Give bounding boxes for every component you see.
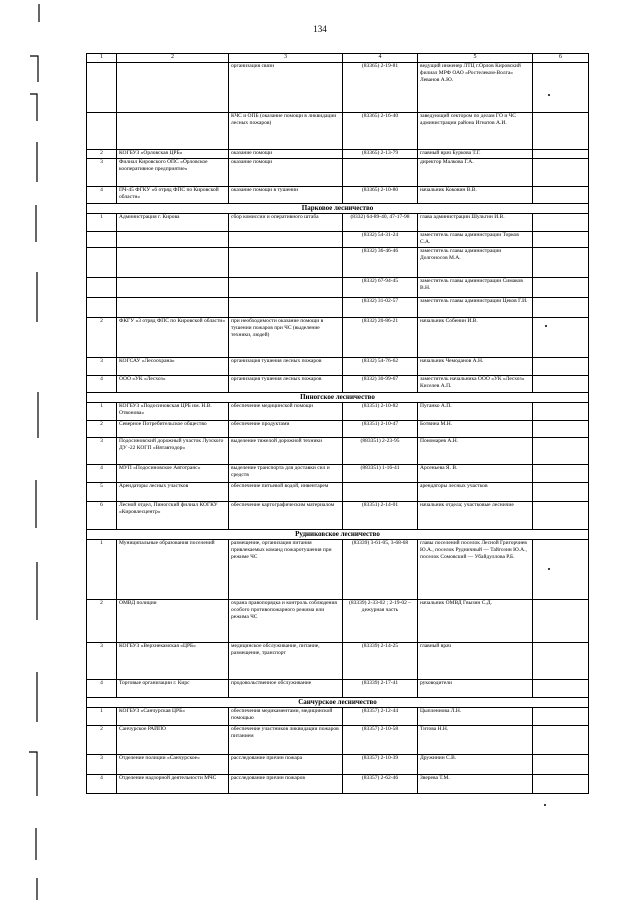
contact-person-cell: Дружинин С.В. [418,755,533,775]
organization-cell: Муниципальные образования поселений [117,540,229,600]
table-row [87,643,589,680]
table-row [87,214,589,232]
note-cell [533,63,589,113]
contact-person-cell: Пуганко А.П. [418,403,533,421]
row-number-cell: 3 [87,643,117,680]
column-number: 6 [533,54,589,63]
phone-cell: (83339) 2-14-25 [343,643,418,680]
organization-cell [117,248,229,278]
row-number-cell: 6 [87,502,117,530]
table-row [87,113,589,150]
phone-cell: (83365) 2-10-80 [343,187,418,204]
table-row [87,421,589,438]
row-number-cell [87,298,117,318]
organization-cell: КОГБУЗ «Орловская ЦРБ» [117,150,229,159]
phone-cell: (83357) 2-62-46 [343,775,418,794]
row-number-cell: 2 [87,726,117,755]
function-cell: обеспечение продуктами [229,421,343,438]
column-number: 4 [343,54,418,63]
contact-person-cell: начальник Чемоданов А.Н. [418,358,533,376]
organization-cell [117,298,229,318]
phone-cell: (8332) 64-89-40, 47-17-98 [343,214,418,232]
function-cell [229,248,343,278]
organization-cell: Северное Потребительское общество [117,421,229,438]
table-row [87,232,589,248]
note-cell [533,465,589,483]
organization-cell [117,113,229,150]
phone-cell [343,483,418,502]
row-number-cell [87,232,117,248]
row-number-cell: 3 [87,438,117,465]
contact-person-cell: глава администрации Шульгин И.В. [418,214,533,232]
phone-cell: (8332) 54-31-24 [343,232,418,248]
note-cell [533,502,589,530]
margin-binding-marks [0,0,60,905]
contact-person-cell: главный врач [418,643,533,680]
phone-cell: (8332) 20-86-21 [343,318,418,358]
table-row [87,376,589,393]
organization-cell: КОГБУЗ «Подосиновская ЦРБ им. Н.В. Отвонова» [117,403,229,421]
row-number-cell [87,278,117,298]
scan-dot [545,325,547,327]
function-cell: размещение, организация питания привлекаемых команд пожаротушения при режиме ЧС [229,540,343,600]
contact-person-cell: начальник Собенин И.В. [418,318,533,358]
function-cell: сбор комиссии и оперативного штаба [229,214,343,232]
table-row [87,298,589,318]
contact-person-cell: начальник отдела; участковые лесничие [418,502,533,530]
organization-cell: Торговые организации г. Кирс [117,680,229,698]
table-row [87,278,589,298]
organization-cell [117,232,229,248]
section-header-row [87,698,589,708]
contact-person-cell: руководители [418,680,533,698]
contact-person-cell: Ботвина М.Н. [418,421,533,438]
organization-cell: Подосиновский дорожный участок Лузского ДУ -22 КОГП «Вятавтодор» [117,438,229,465]
row-number-cell [87,248,117,278]
scan-dot [548,94,550,96]
phone-cell: (83357) 2-10-39 [343,755,418,775]
contact-person-cell: главный врач Буркова Т.Г. [418,150,533,159]
column-number: 1 [87,54,117,63]
organization-cell: Арендаторы лесных участков [117,483,229,502]
row-number-cell: 3 [87,159,117,187]
table-row [87,465,589,483]
section-header-row [87,204,589,214]
function-cell: обеспечение питьевой водой, инвентарем [229,483,343,502]
phone-cell: (8332) 54-76-62 [343,358,418,376]
contact-person-cell: заместитель главы администрации Симаков В.Н. [418,278,533,298]
organization-cell: ООО «УК «Лесхоз» [117,376,229,393]
row-number-cell: 4 [87,680,117,698]
note-cell [533,232,589,248]
row-number-cell: 2 [87,318,117,358]
note-cell [533,708,589,726]
organization-cell: КОГБУЗ «Верхнекамская «ЦРБ» [117,643,229,680]
organization-cell: ФКГУ «3 отряд ФПС по Кировской области» [117,318,229,358]
organization-cell [117,278,229,298]
organization-cell: Лесной отдел, Пиногский филиал КОГКУ «Кировлесцентр» [117,502,229,530]
table-row [87,159,589,187]
note-cell [533,726,589,755]
row-number-cell: 4 [87,376,117,393]
table-row [87,708,589,726]
note-cell [533,113,589,150]
function-cell: КЧС и ОПБ (оказание помощи в ликвидации лесных пожаров) [229,113,343,150]
row-number-cell: 2 [87,421,117,438]
note-cell [533,755,589,775]
function-cell: выделение тяжелой дорожной техники [229,438,343,465]
note-cell [533,358,589,376]
phone-cell: (83365) 2-19-81 [343,63,418,113]
table-row [87,358,589,376]
organization-cell: КОГБУЗ «Санчурская ЦРБ» [117,708,229,726]
contact-person-cell: Цыплениова Л.Н. [418,708,533,726]
function-cell [229,232,343,248]
table-row [87,726,589,755]
phone-cell: (883351) 1-16-41 [343,465,418,483]
function-cell [229,278,343,298]
row-number-cell: 1 [87,403,117,421]
contact-person-cell: главы поселений поселок Лесной Григорчиев Ю.А., поселок Рудничный — Тайгозин Ю.А., поселок Сомовский — Убайдуллова Р.Б. [418,540,533,600]
function-cell: обеспечение медицинской помощи [229,403,343,421]
contact-person-cell: начальник Коковин В.В. [418,187,533,204]
column-number: 5 [418,54,533,63]
note-cell [533,187,589,204]
function-cell: обеспечения медикаментами, медицинской помощью [229,708,343,726]
table-row [87,600,589,643]
function-cell: оказание помощи [229,150,343,159]
organization-cell: Отделение полиции «Санчурское» [117,755,229,775]
scan-dot [544,804,546,806]
function-cell: обеспечение картографическим материалом [229,502,343,530]
note-cell [533,214,589,232]
phone-cell: (83351) 2-10-47 [343,421,418,438]
table-row [87,248,589,278]
contacts-table [86,53,589,794]
organization-cell: Администрация г. Кирова [117,214,229,232]
table-row [87,483,589,502]
column-number: 2 [117,54,229,63]
phone-cell [343,159,418,187]
contact-person-cell: Пономарев А.Н. [418,438,533,465]
phone-cell: (83339) 2-33-02 ; 2-19-02 –дежурная часть [343,600,418,643]
row-number-cell: 4 [87,465,117,483]
note-cell [533,421,589,438]
column-number: 3 [229,54,343,63]
function-cell: расследование причин пожара [229,755,343,775]
phone-cell: (83365) 2-16-40 [343,113,418,150]
phone-cell: (83365) 2-13-79 [343,150,418,159]
row-number-cell: 2 [87,150,117,159]
row-number-cell [87,63,117,113]
phone-cell: (8332) 30-99-67 [343,376,418,393]
table-row [87,438,589,465]
section-title: Санчурское лесничество [87,698,589,708]
note-cell [533,680,589,698]
phone-cell: (8332) 36-46-46 [343,248,418,278]
section-title: Пиногское лесничество [87,393,589,403]
table-row [87,755,589,775]
note-cell [533,438,589,465]
section-header-row [87,530,589,540]
function-cell: организация тушения лесных пожаров [229,358,343,376]
note-cell [533,403,589,421]
organization-cell: ОМВД полиции [117,600,229,643]
section-title: Парковое лесничество [87,204,589,214]
section-header-row [87,393,589,403]
contact-person-cell: Зверева Т.М. [418,775,533,794]
phone-cell: (83339) 2-17-41 [343,680,418,698]
function-cell: расследование причин пожаров [229,775,343,794]
column-number-row [87,54,589,63]
note-cell [533,298,589,318]
function-cell: охрана правопорядка и контроль соблюдения особого противопожарного режима или режима ЧС [229,600,343,643]
contact-person-cell: начальник ОМВД Гвызин С.Д. [418,600,533,643]
contact-person-cell: заместитель начальника ООО «УК «Лесхоз» Киселев А.П. [418,376,533,393]
row-number-cell: 3 [87,358,117,376]
function-cell: продовольственное обслуживание [229,680,343,698]
function-cell: оказание помощи в тушении [229,187,343,204]
table-row [87,540,589,600]
contact-person-cell: заместитель главы администрации Долгоносов М.А. [418,248,533,278]
organization-cell: ПЧ-45 ФГКУ «6 отряд ФПС по Кировской области» [117,187,229,204]
row-number-cell: 2 [87,600,117,643]
organization-cell [117,63,229,113]
function-cell: выделение транспорта для доставки сил и средств [229,465,343,483]
note-cell [533,600,589,643]
table-row [87,502,589,530]
organization-cell: МУП «Подосиновское Автотранс» [117,465,229,483]
function-cell: при необходимости оказание помощи в тушении пожаров при ЧС (выделение техники, людей) [229,318,343,358]
note-cell [533,643,589,680]
contact-person-cell: директор Малкова Г.А. [418,159,533,187]
row-number-cell: 1 [87,540,117,600]
contact-person-cell: Арсеньева Я. В. [418,465,533,483]
function-cell: медицинское обслуживание, питание, размещение, транспорт [229,643,343,680]
phone-cell: (83357) 2-12-44 [343,708,418,726]
scan-dot [548,568,550,570]
note-cell [533,150,589,159]
row-number-cell [87,113,117,150]
phone-cell: (883351) 2-23-95 [343,438,418,465]
function-cell: обеспечение участников ликвидации пожаров питанием [229,726,343,755]
note-cell [533,376,589,393]
note-cell [533,540,589,600]
contact-person-cell: заведующий сектором по делам ГО и ЧС администрации района Игнатов А.И. [418,113,533,150]
phone-cell: (83351) 2-14-01 [343,502,418,530]
contact-person-cell: заместитель главы администрации Торков С.А. [418,232,533,248]
contact-person-cell: ведущий инженер ЛТЦ г.Орлов Кировский филиал МРФ ОАО «Ростелеком-Волга» Леванов А.Ю. [418,63,533,113]
organization-cell: КОГСАУ «Лесоохрана» [117,358,229,376]
function-cell: организация тушения лесных пожаров [229,376,343,393]
table-row [87,318,589,358]
note-cell [533,159,589,187]
contact-person-cell: арендаторы лесных участков [418,483,533,502]
row-number-cell: 1 [87,214,117,232]
phone-cell: (83357) 2-10-58 [343,726,418,755]
organization-cell: Санчурское РАЙПО [117,726,229,755]
function-cell: организация связи [229,63,343,113]
table-row [87,150,589,159]
table-row [87,775,589,794]
note-cell [533,775,589,794]
table-row [87,680,589,698]
section-title: Рудниковское лесничество [87,530,589,540]
phone-cell: (8332) 67-94-45 [343,278,418,298]
phone-cell: (8332) 31-02-57 [343,298,418,318]
contact-person-cell: Титова Н.Н. [418,726,533,755]
row-number-cell: 4 [87,775,117,794]
contact-person-cell: заместитель главы администрации Цеков Г.И. [418,298,533,318]
row-number-cell: 1 [87,708,117,726]
row-number-cell: 3 [87,755,117,775]
phone-cell: (83339) 3-61-05, 3-68-68 [343,540,418,600]
table-row [87,187,589,204]
note-cell [533,278,589,298]
function-cell [229,298,343,318]
phone-cell: (83351) 2-10-82 [343,403,418,421]
page-number: 134 [313,24,327,34]
note-cell [533,483,589,502]
organization-cell: Филиал Кировского ОПС «Орловское кооперативное предприятие» [117,159,229,187]
note-cell [533,318,589,358]
row-number-cell: 4 [87,187,117,204]
table-row [87,403,589,421]
function-cell: оказание помощи [229,159,343,187]
note-cell [533,248,589,278]
organization-cell: Отделение надзорной деятельности МЧС [117,775,229,794]
row-number-cell: 5 [87,483,117,502]
table-row [87,63,589,113]
